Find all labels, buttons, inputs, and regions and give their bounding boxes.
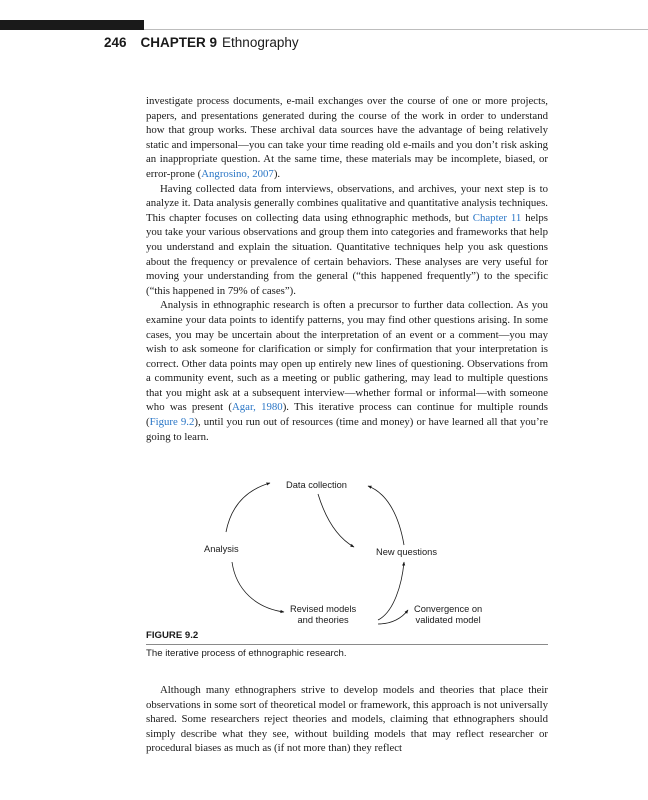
body-text-top (146, 94, 548, 444)
figure-9-2 (146, 472, 548, 632)
figure-9-2-link[interactable]: Figure 9.2 (149, 416, 195, 429)
figure-caption-rule (146, 644, 548, 645)
paragraph-iterative: Analysis in ethnographic research is often a precursor to further data collection. As you examine your data points to identify patterns, you may find other questions arising. In some cases, you may be uncertain about the interpretation of an event or a comment—you may wish to ask someone for clarification or simply for confirmation that your interpretation is correct. Other data points may open up entirely new lines of questioning. Observations from a community event, such as a meeting or public gathering, may lead to multiple questions that you might ask at a subsequent interview—whether formal or informal—with someone who was present (Agar, 1980). This iterative process can continue for multiple rounds (Figure 9.2), until you run out of resources (time and money) or have learned all that you’re going to learn. (146, 299, 549, 443)
chapter-11-link[interactable]: Chapter 11 (472, 211, 522, 224)
node-new-questions: New questions (376, 547, 437, 557)
arrow-revised-models-to-new-questions (378, 562, 404, 620)
chapter-title: Ethnography (222, 35, 299, 50)
node-analysis: Analysis (204, 544, 239, 554)
figure-caption: The iterative process of ethnographic research. (146, 648, 347, 659)
citation-angrosino-2007[interactable]: Angrosino, 2007 (201, 167, 274, 180)
node-convergence: Convergence on validated model (414, 604, 483, 625)
page-number: 246 (104, 35, 127, 50)
figure-label: FIGURE 9.2 (146, 630, 199, 641)
arrow-analysis-to-data-collection (226, 483, 270, 532)
node-revised-models: Revised models and theories (290, 604, 357, 625)
citation-agar-1980[interactable]: Agar, 1980 (231, 401, 283, 414)
paragraph-archival: investigate process documents, e-mail exchanges over the course of one or more projects, papers, and presentations generated during the course of the work in order to understand how that group works. These archival data sources have the advantage of being relatively static and impersonal—you can take your time reading old e-mails and you don’t risk asking an inappropriate question. At the same time, these materials may be incomplete, biased, or error-prone (Angrosino, 2007). (146, 95, 548, 180)
arrow-loop-to-data-collection (368, 486, 404, 545)
arrow-data-collection-to-new-questions (318, 494, 354, 547)
arrow-analysis-to-revised-models (232, 562, 284, 612)
running-header (104, 35, 299, 50)
top-rule (144, 29, 648, 30)
top-bar (0, 20, 144, 30)
chapter-label: CHAPTER 9 (140, 35, 218, 50)
body-text-bottom (146, 683, 548, 756)
paragraph-analysis: Having collected data from interviews, observations, and archives, your next step is to analyze it. Data analysis generally combines qualitative and quantitative analysis techniques. This chapter focuses on collecting data using ethnographic methods, but Chapter 11 helps you take your various observations and group them into categories and frameworks that help you understand and explain the situation. Quantitative techniques help you ask questions about the frequency or prevalence of certain behaviors. These analyses are very useful for moving your understanding from the general (“this happened frequently”) to the specific (“this happened in 79% of cases”). (146, 182, 548, 297)
paragraph-models: Although many ethnographers strive to develop models and theories that place their observations in some sort of theoretical model or framework, this approach is not universally shared. Some researchers reject theories and models, claiming that ethnographers should simply describe what they see, without building models that may reflect researcher or procedural biases as much as (if not more than) they reflect (146, 684, 548, 755)
node-data-collection: Data collection (286, 480, 347, 490)
